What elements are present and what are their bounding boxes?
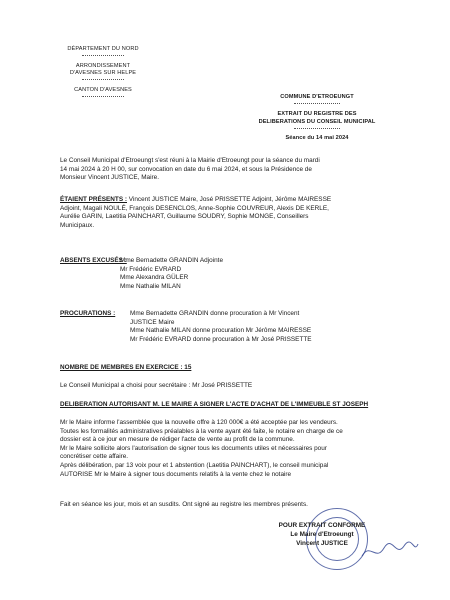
deliberation-line: Mr le Maire sollicite alors l'autorisation de signer tous les documents utiles et nécessaires pour	[60, 444, 327, 452]
intro-paragraph	[60, 157, 320, 183]
separator	[82, 79, 124, 80]
commune-title: COMMUNE D'ETROEUNGT	[280, 94, 354, 100]
excused-item: Mr Frédéric EVRARD	[120, 265, 182, 273]
proxy-line: JUSTICE Maire	[130, 318, 175, 326]
deliberation-line: Mr le Maire informe l'assemblée que la nouvelle offre à 120 000€ a été acceptée par les vendeurs.	[60, 419, 338, 426]
present-line: Municipaux.	[60, 221, 95, 229]
separator	[294, 128, 340, 129]
proxies-label: PROCURATIONS :	[60, 310, 116, 317]
session-date: Séance du 14 mai 2024	[285, 135, 349, 141]
extract-subtitle: DELIBERATIONS DU CONSEIL MUNICIPAL	[258, 119, 376, 125]
certification-title: POUR EXTRAIT CONFORME	[278, 522, 366, 529]
municipal-seal	[306, 508, 368, 570]
deliberation-body	[60, 419, 343, 479]
proxy-line: Mr Frédéric EVRARD donne procuration à Mr José PRISSETTE	[130, 335, 312, 343]
extract-title: EXTRAIT DU REGISTRE DES	[277, 111, 357, 117]
certification-name: Vincent JUSTICE	[296, 540, 348, 547]
deliberation-line: Après délibération, par 13 voix pour et 1 abstention (Laetitia PAINCHART), le conseil municipal	[60, 461, 329, 469]
separator	[82, 55, 124, 56]
proxy-line: Mme Bernadette GRANDIN donne procuration à Mr Vincent	[130, 310, 300, 317]
excused-item: Mme Nathalie MILAN	[120, 282, 181, 290]
present-section	[60, 196, 331, 230]
separator	[294, 103, 340, 104]
deliberation-title: DELIBERATION AUTORISANT M. LE MAIRE A SIGNER L'ACTE D'ACHAT DE L'IMMEUBLE ST JOSEPH	[60, 401, 369, 408]
intro-line: Monsieur Vincent JUSTICE, Maire.	[60, 174, 159, 182]
separator	[82, 96, 124, 97]
proxies-list	[130, 310, 311, 344]
deliberation-line: Toutes les formalités administratives préalables à la vente ayant été faite, le notaire en charge de ce	[60, 427, 343, 435]
arrondissement-name: D'AVESNES SUR HELPE	[69, 70, 137, 76]
certification-role: Le Maire d'Etroeungt	[290, 531, 354, 538]
intro-line: 14 mai 2024 à 20 H 00, sur convocation en date du 6 mai 2024, et sous la Présidence de	[60, 165, 312, 173]
present-label: ÉTAIENT PRÉSENTS :	[60, 196, 127, 203]
present-line: Vincent JUSTICE Maire, José PRISSETTE Adjoint, Jérôme MAIRESSE	[127, 196, 332, 203]
secretary-line: Le Conseil Municipal a choisi pour secrétaire : Mr José PRISSETTE	[60, 382, 253, 389]
excused-item: Mme Alexandra GÜLER	[120, 274, 189, 282]
excused-label: ABSENTS EXCUSÉS :	[60, 257, 127, 264]
deliberation-line: concrétiser cette affaire.	[60, 453, 129, 461]
excused-list	[120, 257, 223, 291]
deliberation-line: AUTORISE Mr le Maire à signer tous documents relatifs à la vente chez le notaire	[60, 470, 292, 478]
canton-label: CANTON D'AVESNES	[74, 87, 132, 93]
department-label: DÉPARTEMENT DU NORD	[67, 46, 139, 52]
present-line: Adjoint, Magali NOULÉ, François DESENCLOS, Anne-Sophie COUVREUR, Alexis DE KERLE,	[60, 204, 329, 212]
proxy-line: Mme Nathalie MILAN donne procuration Mr Jérôme MAIRESSE	[130, 327, 312, 335]
excused-item: Mme Bernadette GRANDIN Adjointe	[120, 257, 224, 264]
arrondissement-label: ARRONDISSEMENT	[75, 63, 131, 69]
present-line: Aurélie GARIN, Laetitia PAINCHART, Guillaume SOUDRY, Sophie MONGE, Conseillers	[60, 213, 309, 221]
members-count: NOMBRE DE MEMBRES EN EXERCICE : 15	[60, 364, 192, 371]
closing-statement: Fait en séance les jour, mois et an susdits. Ont signé au registre les membres présents.	[60, 501, 308, 508]
intro-line: Le Conseil Municipal d'Etroeungt s'est réuni à la Mairie d'Etroeungt pour la séance du mardi	[60, 157, 320, 164]
deliberation-line: dossier est à ce jour en mesure de rédiger l'acte de vente au profit de la commune.	[60, 436, 295, 444]
